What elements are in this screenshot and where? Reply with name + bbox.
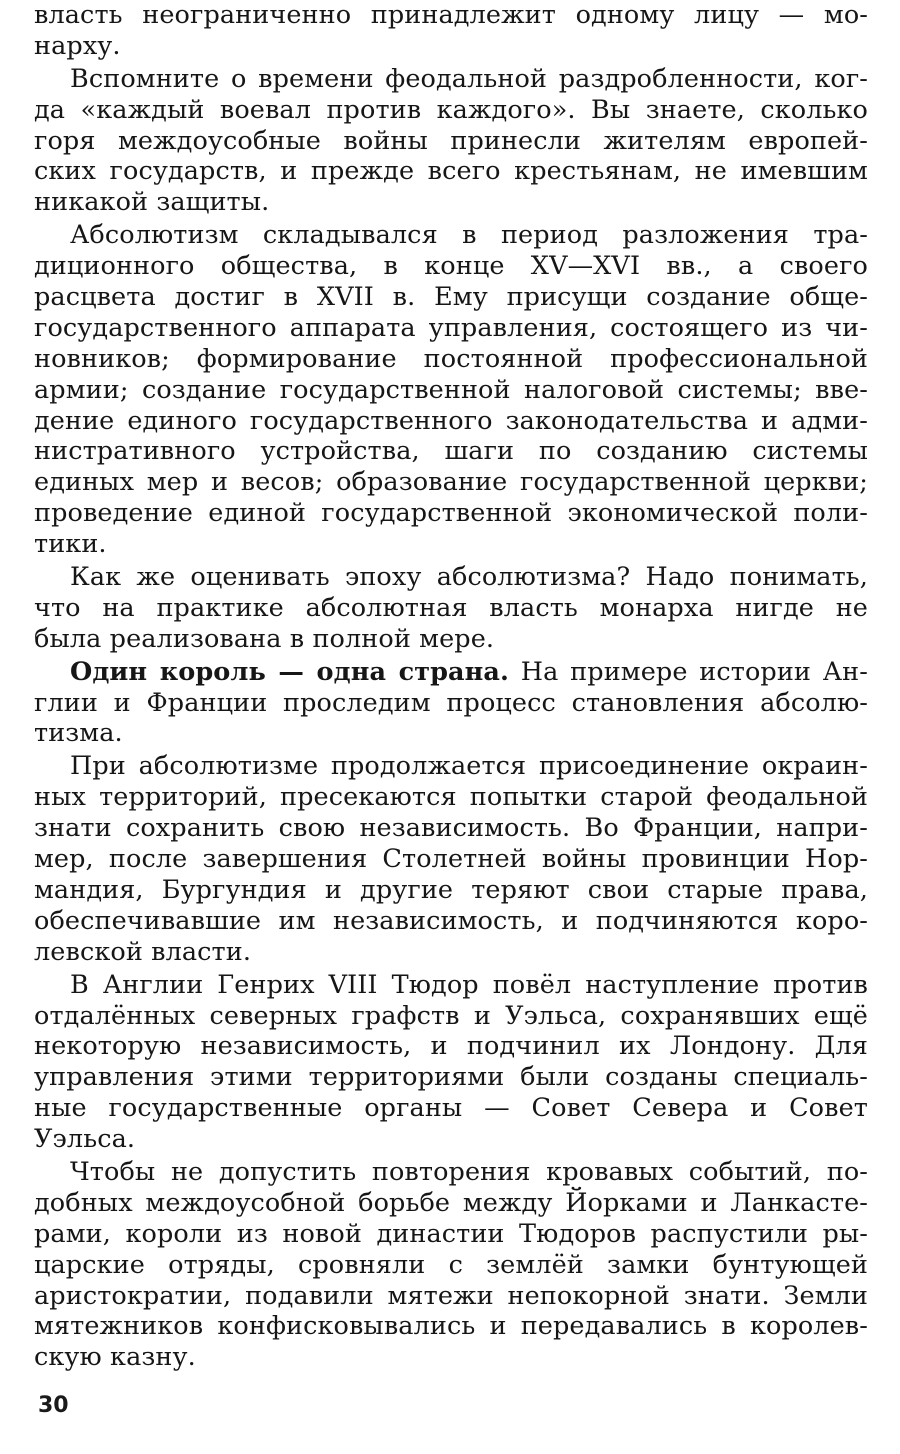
- text-line: новников; формирование постоянной профессиональной: [34, 343, 868, 374]
- text-line: государственного аппарата управления, состоящего из чи-: [34, 312, 868, 343]
- text-line: единых мер и весов; образование государственной церкви;: [34, 467, 868, 498]
- text-line: мер, после завершения Столетней войны провинции Нор-: [34, 844, 868, 875]
- text-line: да «каждый воевал против каждого». Вы знаете, сколько: [34, 94, 868, 125]
- text-line: дение единого государственного законодательства и адми-: [34, 405, 868, 436]
- text-line: тики.: [34, 529, 107, 560]
- text-line: ных территорий, пресекаются попытки старой феодальной: [34, 782, 868, 813]
- section-heading: Один король — одна страна.: [70, 656, 510, 687]
- paragraph-evaluation: [34, 562, 868, 655]
- text-line: отдалённых северных графств и Уэльса, сохранявших ещё: [34, 1000, 868, 1031]
- text-line: нистративного устройства, шаги по созданию системы: [34, 436, 868, 467]
- text-line: Вспомните о времени феодальной раздробленности, ког-: [70, 63, 868, 94]
- text-line: никакой защиты.: [34, 187, 270, 218]
- text-line: нарху.: [34, 30, 121, 61]
- paragraph-tudors: [34, 1157, 868, 1373]
- text-line: [34, 657, 868, 688]
- page-number: 30: [38, 1393, 69, 1418]
- paragraph-one-king-one-country: [34, 657, 868, 750]
- text-line: мятежников конфисковывались и передавались в королев-: [34, 1311, 868, 1342]
- text-line: диционного общества, в конце XV—XVI вв., а своего: [34, 251, 868, 282]
- text-line: что на практике абсолютная власть монарха нигде не: [34, 592, 868, 623]
- text-line: власть неограниченно принадлежит одному лицу — мо-: [34, 0, 868, 30]
- text-line: левской власти.: [34, 936, 252, 967]
- text-line: обеспечивавшие им независимость, и подчиняются коро-: [34, 905, 868, 936]
- text-line: При абсолютизме продолжается присоединение окраин-: [70, 751, 868, 782]
- text-line: была реализована в полной мере.: [34, 623, 495, 654]
- text-line: некоторую независимость, и подчинил их Лондону. Для: [34, 1031, 868, 1062]
- text-line: проведение единой государственной экономической поли-: [34, 498, 868, 529]
- text-line: Как же оценивать эпоху абсолютизма? Надо понимать,: [70, 562, 868, 593]
- text-line: тизма.: [34, 718, 123, 749]
- paragraph-feudal-fragmentation: [34, 64, 868, 218]
- text-line: аристократии, подавили мятежи непокорной знати. Земли: [34, 1280, 868, 1311]
- text-line: ные государственные органы — Совет Севера и Совет: [34, 1093, 868, 1124]
- text-line: Чтобы не допустить повторения кровавых событий, по-: [70, 1156, 868, 1187]
- text-line: скую казну.: [34, 1342, 196, 1373]
- paragraph-absolutism-features: [34, 220, 868, 560]
- text-line: Уэльса.: [34, 1124, 136, 1155]
- heading-continuation: На примере истории Ан-: [509, 656, 868, 687]
- text-line: управления этими территориями были созданы специаль-: [34, 1062, 868, 1093]
- text-line: глии и Франции проследим процесс становления абсолю-: [34, 687, 868, 718]
- paragraph-england: [34, 970, 868, 1155]
- paragraph-france: [34, 751, 868, 967]
- book-page: [34, 0, 868, 1373]
- paragraph-continuation: [34, 0, 868, 62]
- text-line: В Англии Генрих VIII Тюдор повёл наступление против: [70, 969, 868, 1000]
- text-line: мандия, Бургундия и другие теряют свои старые права,: [34, 874, 868, 905]
- text-line: армии; создание государственной налоговой системы; вве-: [34, 374, 868, 405]
- text-line: рами, короли из новой династии Тюдоров распустили ры-: [34, 1218, 868, 1249]
- text-line: добных междоусобной борьбе между Йорками и Ланкасте-: [34, 1187, 868, 1218]
- text-line: горя междоусобные войны принесли жителям европей-: [34, 125, 868, 156]
- text-line: царские отряды, сровняли с землёй замки бунтующей: [34, 1249, 868, 1280]
- text-line: Абсолютизм складывался в период разложения тра-: [70, 220, 868, 251]
- text-line: ских государств, и прежде всего крестьянам, не имевшим: [34, 156, 868, 187]
- text-line: знати сохранить свою независимость. Во Франции, напри-: [34, 813, 868, 844]
- text-line: расцвета достиг в XVII в. Ему присущи создание обще-: [34, 282, 868, 313]
